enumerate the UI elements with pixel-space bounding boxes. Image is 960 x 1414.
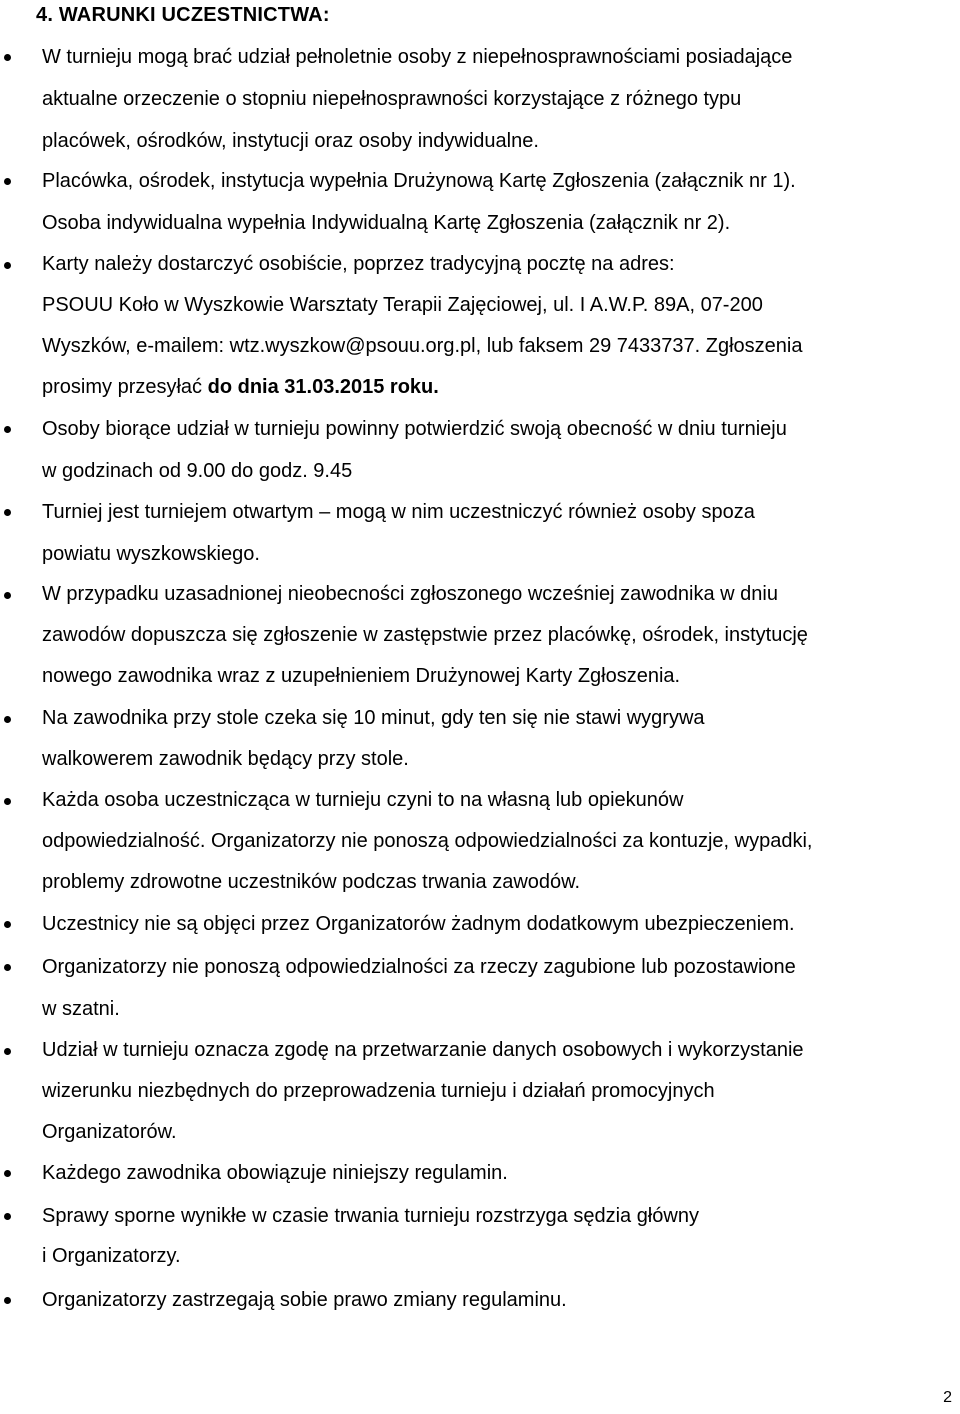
- text-line: i Organizatorzy.: [42, 1245, 181, 1267]
- bullet-icon: [4, 426, 11, 433]
- list-item-text: [42, 408, 954, 492]
- text-line: Placówka, ośrodek, instytucja wypełnia Drużynową Kartę Zgłoszenia (załącznik nr 1).: [42, 170, 796, 192]
- text-line: Każdego zawodnika obowiązuje niniejszy regulamin.: [42, 1162, 508, 1184]
- text-line: Osoba indywidualna wypełnia Indywidualną Kartę Zgłoszenia (załącznik nr 2).: [42, 212, 731, 234]
- bullet-icon: [4, 1213, 11, 1220]
- text-line: W przypadku uzasadnionej nieobecności zgłoszonego wcześniej zawodnika w dniu: [42, 583, 778, 605]
- bullet-icon: [4, 1048, 11, 1055]
- text-line: aktualne orzeczenie o stopniu niepełnosprawności korzystające z różnego typu: [42, 88, 742, 110]
- text-line: Każda osoba uczestnicząca w turnieju czyni to na własną lub opiekunów: [42, 789, 684, 811]
- list-item-text: [42, 946, 954, 1030]
- bullet-icon: [4, 1297, 11, 1304]
- text-line: walkowerem zawodnik będący przy stole.: [42, 748, 409, 770]
- text-line: w godzinach od 9.00 do godz. 9.45: [42, 460, 353, 482]
- text-line: Turniej jest turniejem otwartym – mogą w nim uczestniczyć również osoby spoza: [42, 501, 755, 523]
- text-line: zawodów dopuszcza się zgłoszenie w zastępstwie przez placówkę, ośrodek, instytucję: [42, 624, 808, 646]
- text-line: [42, 367, 954, 408]
- list-item-text: [42, 36, 954, 162]
- bullet-icon: [4, 262, 11, 269]
- text-line: Organizatorzy zastrzegają sobie prawo zmiany regulaminu.: [42, 1289, 567, 1311]
- list-item-text: [42, 1153, 954, 1193]
- text-line: Karty należy dostarczyć osobiście, poprzez tradycyjną pocztę na adres:: [42, 253, 675, 275]
- list-item-text: [42, 904, 954, 944]
- text-line: Na zawodnika przy stole czeka się 10 minut, gdy ten się nie stawi wygrywa: [42, 707, 705, 729]
- text-line: nowego zawodnika wraz z uzupełnieniem Drużynowej Karty Zgłoszenia.: [42, 665, 681, 687]
- text-line: powiatu wyszkowskiego.: [42, 543, 260, 565]
- list-item-text: [42, 1280, 954, 1320]
- text-line: placówek, ośrodków, instytucji oraz osoby indywidualne.: [42, 130, 539, 152]
- list-item-text: [42, 244, 954, 408]
- text-line: Organizatorów.: [42, 1121, 177, 1143]
- deadline-date: do dnia 31.03.2015 roku.: [207, 376, 439, 398]
- text-line: w szatni.: [42, 998, 120, 1020]
- bullet-icon: [4, 1170, 11, 1177]
- bullet-icon: [4, 592, 11, 599]
- bullet-icon: [4, 509, 11, 516]
- list-item-text: [42, 1030, 954, 1153]
- page-number: 2: [943, 1389, 952, 1406]
- text-line: W turnieju mogą brać udział pełnoletnie osoby z niepełnosprawnościami posiadające: [42, 46, 793, 68]
- list-item-text: [42, 574, 954, 697]
- bullet-icon: [4, 798, 11, 805]
- list-item-text: [42, 780, 954, 903]
- list-item-text: [42, 698, 954, 780]
- list-item-text: [42, 1196, 954, 1276]
- text-line: PSOUU Koło w Wyszkowie Warsztaty Terapii Zajęciowej, ul. I A.W.P. 89A, 07-200: [42, 294, 763, 316]
- bullet-icon: [4, 178, 11, 185]
- text-line: odpowiedzialność. Organizatorzy nie ponoszą odpowiedzialności za kontuzje, wypadki,: [42, 830, 813, 852]
- list-item-text: [42, 160, 954, 244]
- text-line: Uczestnicy nie są objęci przez Organizatorów żadnym dodatkowym ubezpieczeniem.: [42, 913, 795, 935]
- text-line: Wyszków, e-mailem: wtz.wyszkow@psouu.org.pl, lub faksem 29 7433737. Zgłoszenia: [42, 335, 803, 357]
- section-heading: 4. WARUNKI UCZESTNICTWA:: [36, 4, 330, 26]
- text-line: Osoby biorące udział w turnieju powinny potwierdzić swoją obecność w dniu turnieju: [42, 418, 787, 440]
- bullet-icon: [4, 964, 11, 971]
- text-line: Organizatorzy nie ponoszą odpowiedzialności za rzeczy zagubione lub pozostawione: [42, 956, 796, 978]
- text-line: problemy zdrowotne uczestników podczas trwania zawodów.: [42, 871, 581, 893]
- bullet-icon: [4, 921, 11, 928]
- deadline-prefix: prosimy przesyłać: [42, 376, 208, 398]
- text-line: Sprawy sporne wynikłe w czasie trwania turnieju rozstrzyga sędzia główny: [42, 1205, 699, 1227]
- text-line: Udział w turnieju oznacza zgodę na przetwarzanie danych osobowych i wykorzystanie: [42, 1039, 804, 1061]
- bullet-icon: [4, 54, 11, 61]
- text-line: wizerunku niezbędnych do przeprowadzenia turnieju i działań promocyjnych: [42, 1080, 715, 1102]
- list-item-text: [42, 491, 954, 575]
- bullet-icon: [4, 716, 11, 723]
